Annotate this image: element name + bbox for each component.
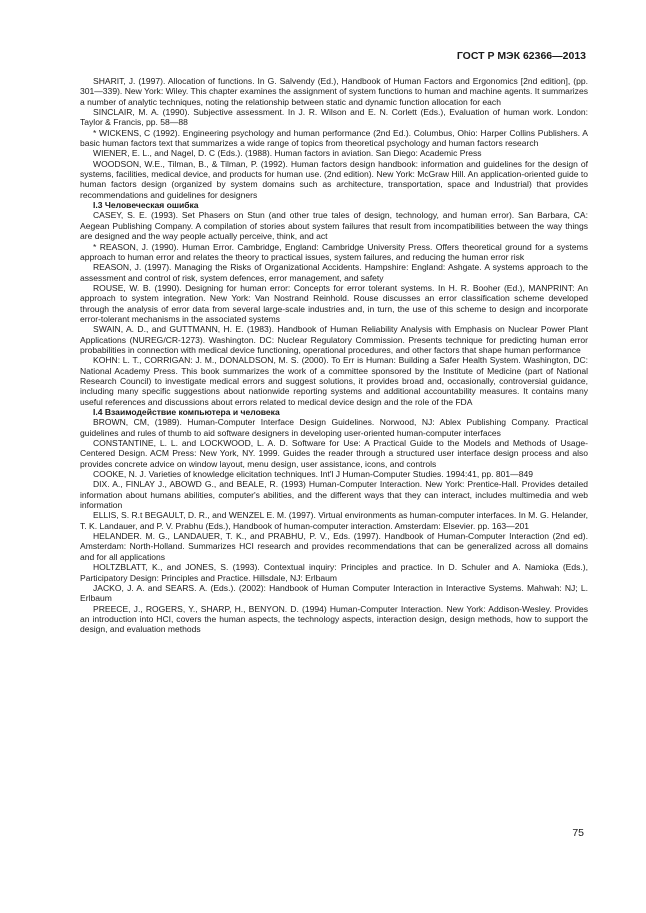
section-heading: I.3 Человеческая ошибка xyxy=(93,200,199,211)
section-0 xyxy=(80,76,588,200)
reference-entry: * WICKENS, C (1992). Engineering psychology and human performance (2nd Ed.). Columbus, Ohio: Harper Collins Publishers. A basic human factors text that summarizes a wide range of topics from theoretical psychology and human factors research xyxy=(80,127,588,149)
reference-entry: SHARIT, J. (1997). Allocation of functions. In G. Salvendy (Ed.), Handbook of Human Factors and Ergonomics [2nd edition], (pp. 301—339). New York: Wiley. This chapter examines the assignment of system functions to human and machine agents. It summarizes a number of analytic techniques, noting the relationship between static and dynamic function allocation for each xyxy=(80,76,588,107)
reference-entry: HELANDER. M. G., LANDAUER, T. K., and PRABHU, P. V., Eds. (1997). Handbook of Human-Computer Interaction (2nd ed). Amsterdam: North-Holland. Summarizes HCI research and provides recommendations that can be generalized across all domains and for all applications xyxy=(80,531,588,562)
reference-entry: ROUSE, W. B. (1990). Designing for human error: Concepts for error tolerant systems. In H. R. Booher (Ed.), MANPRINT: An approach to system integration. New York: Van Nostrand Reinhold. Rouse discusses an error classification scheme developed through the analysis of error data from several large-scale industries and, in turn, the use of this scheme to design and incorporate error-tolerant mechanisms in the associated systems xyxy=(80,282,588,324)
reference-entry: HOLTZBLATT, K., and JONES, S. (1993). Contextual inquiry: Principles and practice. In D. Schuler and A. Namioka (Eds.), Participatory Design: Principles and Practice. Hillsdale, NJ: Erlbaum xyxy=(80,562,588,583)
reference-entry: CASEY, S. E. (1993). Set Phasers on Stun (and other true tales of design, technology, and human error). San Barbara, CA: Aegean Publishing Company. A compilation of stories about system failures that result from incompatibilities between the way things are designed and the way people actually perceive, think, and act xyxy=(80,210,588,242)
reference-entry: REASON, J. (1997). Managing the Risks of Organizational Accidents. Hampshire: England: Ashgate. A systems approach to the assessment and control of risk, system defences, error management, and safety xyxy=(80,262,588,283)
reference-entry: SINCLAIR, M. A. (1990). Subjective assessment. In J. R. Wilson and E. N. Corlett (Eds.), Evaluation of human work. London: Taylor & Francis, pp. 58—88 xyxy=(80,107,588,128)
reference-entry: PREECE, J., ROGERS, Y., SHARP, H., BENYON. D. (1994) Human-Computer Interaction. New York: Addison-Wesley. Provides an introduction into HCI, covers the human aspects, the technology aspects, interaction design, design methods, how to support the design, and evaluation methods xyxy=(80,603,588,635)
reference-entry: COOKE, N. J. Varieties of knowledge elicitation techniques. Int'l J Human-Computer Studies. 1994:41, pp. 801—849 xyxy=(93,469,533,480)
reference-entry: BROWN, CM, (1989). Human-Computer Interface Design Guidelines. Norwood, NJ: Ablex Publishing Company. Practical guidelines and rules of thumb to aid software designers in developing user-oriented human-computer interfaces xyxy=(80,417,588,438)
bibliography-body xyxy=(80,76,588,635)
section-human-error xyxy=(80,200,588,407)
standard-header: ГОСТ Р МЭК 62366—2013 xyxy=(456,50,586,62)
reference-entry: ELLIS, S. R.t BEGAULT, D. R., and WENZEL E. M. (1997). Virtual environments as human-computer interfaces. In M. G. Helander, T. K. Landauer, and P. V. Prabhu (Eds.), Handbook of human-computer interaction. Amsterdam: Elsevier. pp. 163—201 xyxy=(80,510,588,531)
page-number: 75 xyxy=(572,827,584,839)
reference-entry: DIX. A., FINLAY J., ABOWD G., and BEALE, R. (1993) Human-Computer Interaction. New York: Prentice-Hall. Provides detailed information about humans abilities, computer's abilities, and the different ways that they can interact, includes multimedia and web information xyxy=(80,479,588,511)
reference-entry: JACKO, J. A. and SEARS. A. (Eds.). (2002): Handbook of Human Computer Interaction in Interactive Systems. Mahwah: NJ; L. Erlbaum xyxy=(80,582,588,604)
reference-entry: CONSTANTINE, L. L. and LOCKWOOD, L. A. D. Software for Use: A Practical Guide to the Models and Methods of Usage-Centered Design. ACM Press: New York, NY. 1999. Guides the reader through a structured user interface design process and also provides concrete advice on window layout, menu design, user assistance, icons, and controls xyxy=(80,438,588,469)
reference-entry: SWAIN, A. D., and GUTTMANN, H. E. (1983). Handbook of Human Reliability Analysis with Emphasis on Nuclear Power Plant Applications (NUREG/CR-1273). Washington. DC: Nuclear Regulatory Commission. Presents technique for predicting human error probabilities in connection with medical device functioning, operational procedures, and other factors that shape human performance xyxy=(80,324,588,355)
reference-entry: WOODSON, W.E., Tilman, B., & Tilman, P. (1992). Human factors design handbook: information and guidelines for the design of systems, facilities, medical device, and products for human use. (2nd edition). New York: McGraw Hill. An application-oriented guide to human factors design (organized by system domains such as architecture, transportation, space and Industrial) that provides recommendations and guidelines for designers xyxy=(80,158,588,200)
section-hci xyxy=(80,407,588,635)
reference-entry: WIENER, E. L., and Nagel, D. C (Eds.). (1988). Human factors in aviation. San Diego: Academic Press xyxy=(93,148,482,159)
section-heading: I.4 Взаимодействие компьютера и человека xyxy=(93,407,280,417)
reference-entry: * REASON, J. (1990). Human Error. Cambridge, England: Cambridge University Press. Offers theoretical ground for a systems approach to human error and relates the theory to practical issues, system failures, and reducing the human error risk xyxy=(80,241,588,262)
reference-entry: KOHN: L. T., CORRIGAN: J. M., DONALDSON, M. S. (2000). To Err is Human: Building a Safer Health System. Washington, DC: National Academy Press. This book summarizes the work of a committee sponsored by the Institute of Medicine (part of National Research Council) to investigate medical errors and suggest solutions, it provides broad and, occasionally, controversial guidance, including many specific suggestions about nationwide reporting systems and additional accountability measures. It contains many useful references and discussions about errors related to medical device design and the role of the FDA xyxy=(80,355,588,407)
